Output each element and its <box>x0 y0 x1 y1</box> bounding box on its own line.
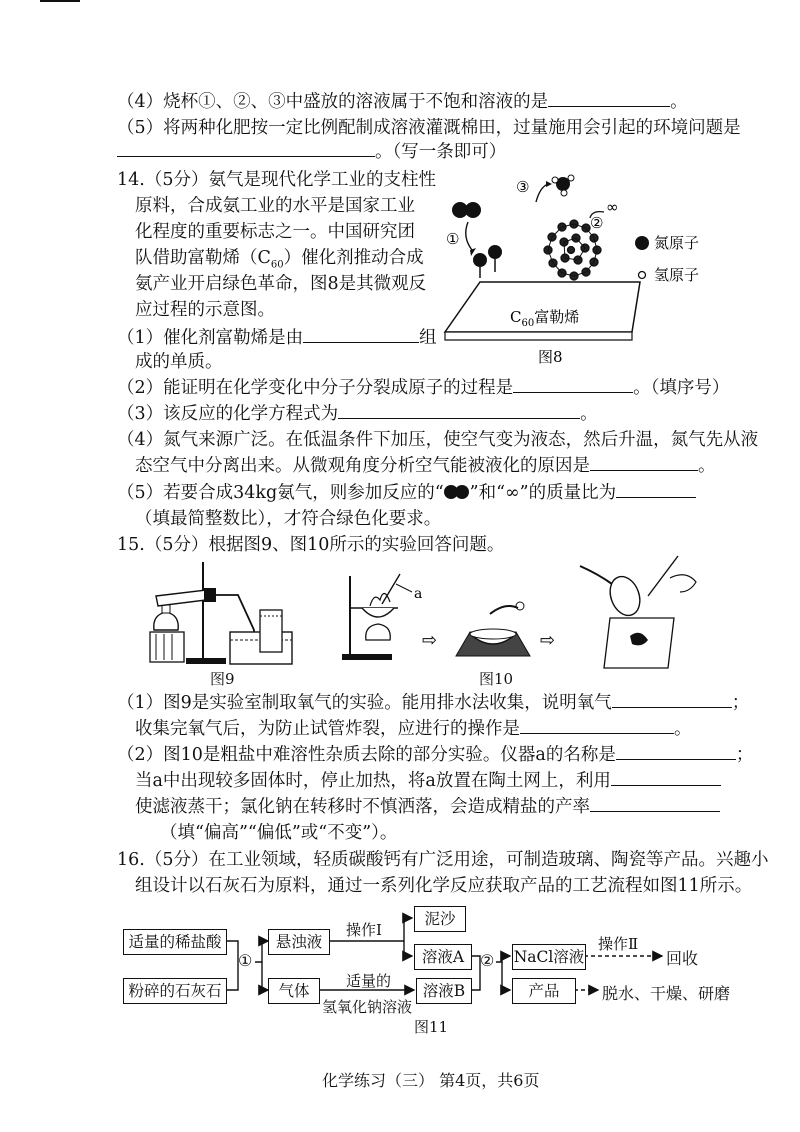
q15-part2-text2: 当a中出现较多固体时，停止加热，将a放置在陶土网上，利用 <box>135 771 611 791</box>
flow-naoh-2: 氢氧化钠溶液 <box>322 998 413 1016</box>
q14-part1-cont <box>135 350 223 374</box>
legend-nitrogen: 氮原子 <box>654 234 700 252</box>
flow-limestone: 粉碎的石灰石 <box>123 978 227 1004</box>
answer-blank[interactable] <box>548 90 670 107</box>
q13-part5-cont <box>117 140 506 164</box>
q14-intro-text: ）催化剂推动合成 <box>283 248 424 268</box>
q13-part5-text: （5）将两种化肥按一定比例配制成溶液灌溉棉田，过量施用会引起的环境问题是 <box>117 118 741 138</box>
q14-part2-end: 。（填序号） <box>633 378 730 398</box>
q13-part4-end: 。 <box>670 92 688 112</box>
h2-symbol: ∞ <box>606 198 619 216</box>
flow-mud: 泥沙 <box>414 906 466 932</box>
answer-blank[interactable] <box>612 691 732 708</box>
q15-title-text: 15.（5分）根据图9、图10所示的实验回答问题。 <box>117 535 505 555</box>
q14-intro-text: 14.（5分）氨气是现代化学工业的支柱性 <box>117 170 436 190</box>
answer-blank[interactable] <box>520 717 674 734</box>
q15-part2-b <box>135 769 721 793</box>
q15-part1-text2: 收集完氧气后，为防止试管炸裂，应进行的操作是 <box>135 719 520 739</box>
q15-part1 <box>117 691 749 715</box>
q14-part5-cont <box>135 507 441 531</box>
q15-part1-text: （1）图9是实验室制取氧气的实验。能用排水法收集，说明氧气 <box>117 693 612 713</box>
q14-part3-end: 。 <box>580 404 598 424</box>
q16-text: 16.（5分）在工业领域，轻质碳酸钙有广泛用途，可制造玻璃、陶瓷等产品。兴趣小 <box>117 850 769 870</box>
q14-intro-text: 氨产业开启绿色革命，图8是其微观反 <box>135 274 427 294</box>
q15-part2-c <box>135 795 720 819</box>
q14-part4-text: （4）氮气来源广泛。在低温条件下加压，使空气变为液态，然后升温，氮气先从液 <box>117 430 759 450</box>
q15-title <box>117 533 504 557</box>
flow-step1: ① <box>238 951 253 970</box>
q14-part4-text2: 态空气中分离出来。从微观角度分析空气能被液化的原因是 <box>135 456 590 476</box>
answer-blank[interactable] <box>616 743 736 760</box>
q15-part2-end: ； <box>735 745 754 765</box>
figure-10 <box>340 556 740 666</box>
step3-label: ③ <box>516 178 530 196</box>
answer-blank[interactable] <box>590 795 720 812</box>
q15-part1-end: ； <box>731 693 750 713</box>
flow-post-processing: 脱水、干燥、研磨 <box>602 984 731 1003</box>
figure-9-label: 图9 <box>210 670 235 688</box>
step2-label: ② <box>590 214 604 232</box>
q14-intro-text: 化程度的重要标志之一。中国研究团 <box>135 222 415 242</box>
instrument-a-label: a <box>414 586 423 602</box>
q15-part2-d <box>160 821 397 845</box>
page-footer: 化学练习（三） 第4页，共6页 <box>322 1071 540 1090</box>
flow-step2: ② <box>480 951 495 970</box>
q15-part2-text4: （填“偏高”“偏低”或“不变”）。 <box>160 823 398 843</box>
q14-part4-cont <box>135 454 716 478</box>
q14-part5 <box>117 481 696 505</box>
q14-intro-5 <box>135 272 426 296</box>
n2-molecule-icon <box>444 485 470 499</box>
flow-op1: 操作Ⅰ <box>346 921 382 939</box>
plate-label: $C_{60}$富勒烯 <box>510 308 580 329</box>
answer-blank[interactable] <box>590 454 698 471</box>
figure-9 <box>148 560 298 670</box>
q13-part4 <box>117 90 688 114</box>
q14-part5-text2: （填最简整数比），才符合绿色化要求。 <box>135 509 442 529</box>
q14-part5-text: （5）若要合成34kg氨气，则参加反应的“ <box>117 483 444 503</box>
q15-part1-end2: 。 <box>674 719 692 739</box>
svg-text:⇨: ⇨ <box>540 630 556 651</box>
q14-part1-text2: 组 <box>419 328 437 348</box>
q14-part3 <box>117 402 598 426</box>
flow-suspension: 悬浊液 <box>268 929 330 955</box>
q14-part3-text: （3）该反应的化学方程式为 <box>117 404 339 424</box>
flow-recycle: 回收 <box>666 949 699 968</box>
q16-line1 <box>117 848 768 872</box>
q14-intro-6 <box>135 298 275 322</box>
answer-blank[interactable] <box>117 140 375 157</box>
legend-hydrogen: 氢原子 <box>654 266 700 284</box>
q14-intro-2 <box>135 194 415 218</box>
q14-intro-text: 应过程的示意图。 <box>135 300 275 320</box>
flow-connectors <box>0 900 800 1040</box>
q14-intro-1 <box>117 168 436 192</box>
q14-part5-mid: ”和“∞”的质量比为 <box>469 483 617 503</box>
q14-part1-text: （1）催化剂富勒烯是由 <box>117 328 304 348</box>
q14-part4 <box>117 428 758 452</box>
q14-part1-text3: 成的单质。 <box>135 352 223 372</box>
answer-blank[interactable] <box>303 326 419 343</box>
figure-11-label: 图11 <box>414 1018 449 1036</box>
q13-part4-text: （4）烧杯①、②、③中盛放的溶液属于不饱和溶液的是 <box>117 92 549 112</box>
q16-text: 组设计以石灰石为原料，通过一系列化学反应获取产品的工艺流程如图11所示。 <box>135 876 753 896</box>
answer-blank[interactable] <box>513 376 633 393</box>
flow-op2: 操作Ⅱ <box>598 935 639 953</box>
q14-part2 <box>117 376 729 400</box>
step1-label: ① <box>446 230 460 248</box>
flow-naoh-1: 适量的 <box>346 972 392 990</box>
q15-part2-text: （2）图10是粗盐中难溶性杂质去除的部分实验。仪器a的名称是 <box>117 745 616 765</box>
answer-blank[interactable] <box>616 481 696 498</box>
q14-part1 <box>117 326 437 350</box>
q14-intro-3 <box>135 220 415 244</box>
q16-line2 <box>135 874 752 898</box>
figure-8 <box>440 172 700 366</box>
flow-solution-b: 溶液B <box>416 978 472 1004</box>
flow-solution-a: 溶液A <box>414 944 472 970</box>
figure-8-label: 图8 <box>538 348 563 366</box>
c60-subscript: 60 <box>270 259 284 271</box>
q14-part2-text: （2）能证明在化学变化中分子分裂成原子的过程是 <box>117 378 514 398</box>
q13-part5 <box>117 116 741 140</box>
figure-10-label: 图10 <box>479 670 514 688</box>
flow-gas: 气体 <box>268 978 320 1004</box>
flow-product: 产品 <box>512 978 576 1004</box>
q15-part2 <box>117 743 753 767</box>
flow-nacl: NaCl溶液 <box>512 944 586 970</box>
answer-blank[interactable] <box>611 769 721 786</box>
q14-intro-text: 原料，合成氨工业的水平是国家工业 <box>135 196 415 216</box>
answer-blank[interactable] <box>338 402 580 419</box>
q13-part5-end: 。（写一条即可） <box>375 142 507 162</box>
q14-part4-end: 。 <box>698 456 716 476</box>
svg-text:⇨: ⇨ <box>422 630 438 651</box>
flow-acid: 适量的稀盐酸 <box>123 929 227 955</box>
q15-part1-cont <box>135 717 692 741</box>
q14-intro-text: 队借助富勒烯（C <box>135 248 271 268</box>
top-mark <box>40 0 80 2</box>
q15-part2-text3: 使滤液蒸干；氯化钠在转移时不慎洒落，会造成精盐的产率 <box>135 797 590 817</box>
